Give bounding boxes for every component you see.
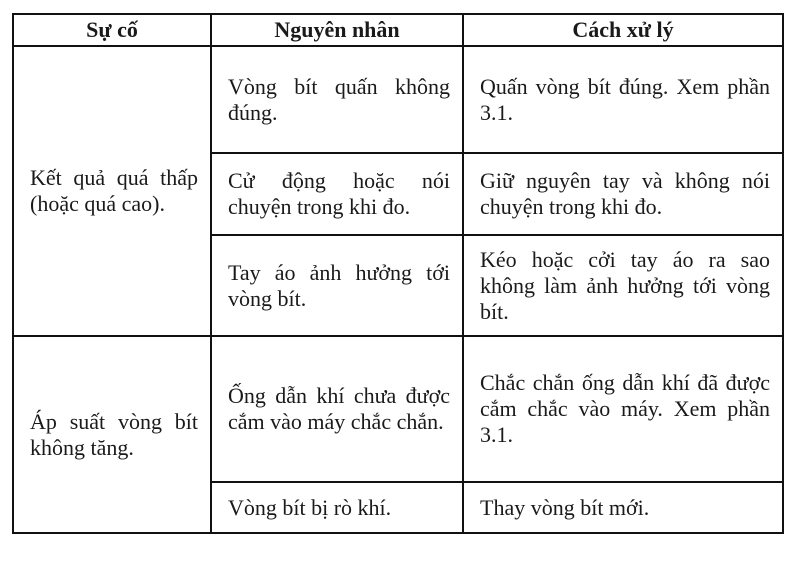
solution-cell [463, 46, 783, 153]
solution-cell [463, 482, 783, 533]
cause-text: Vòng bít bị rò khí. [228, 494, 392, 520]
table-header-row [13, 14, 783, 46]
solution-text: Quấn vòng bít đúng. Xem phần 3.1. [480, 73, 770, 125]
cause-text: Tay áo ảnh hưởng tới vòng bít. [228, 259, 450, 311]
issue-text: Kết quả quá thấp (hoặc quá cao). [30, 165, 198, 216]
solution-cell [463, 235, 783, 336]
solution-cell [463, 153, 783, 235]
column-header-solution: Cách xử lý [463, 14, 783, 46]
solution-text: Chắc chắn ống dẫn khí đã được cắm chắc vào máy. Xem phần 3.1. [480, 370, 770, 447]
column-header-issue: Sự cố [13, 14, 211, 46]
solution-cell [463, 336, 783, 482]
troubleshooting-table [12, 13, 784, 534]
cause-cell [211, 482, 463, 533]
cause-cell [211, 336, 463, 482]
cause-cell [211, 46, 463, 153]
cause-cell [211, 153, 463, 235]
solution-text: Thay vòng bít mới. [480, 494, 650, 520]
issue-cell [13, 336, 211, 533]
table-row [13, 46, 783, 153]
cause-text: Ống dẫn khí chưa được cắm vào máy chắc chắn. [228, 383, 450, 434]
cause-cell [211, 235, 463, 336]
issue-text: Áp suất vòng bít không tăng. [30, 408, 198, 460]
cause-text: Cử động hoặc nói chuyện trong khi đo. [228, 168, 450, 219]
column-header-cause: Nguyên nhân [211, 14, 463, 46]
issue-cell [13, 46, 211, 336]
table-row [13, 336, 783, 482]
cause-text: Vòng bít quấn không đúng. [228, 73, 450, 125]
solution-text: Kéo hoặc cởi tay áo ra sao không làm ảnh hưởng tới vòng bít. [480, 246, 770, 324]
solution-text: Giữ nguyên tay và không nói chuyện trong khi đo. [480, 168, 770, 219]
